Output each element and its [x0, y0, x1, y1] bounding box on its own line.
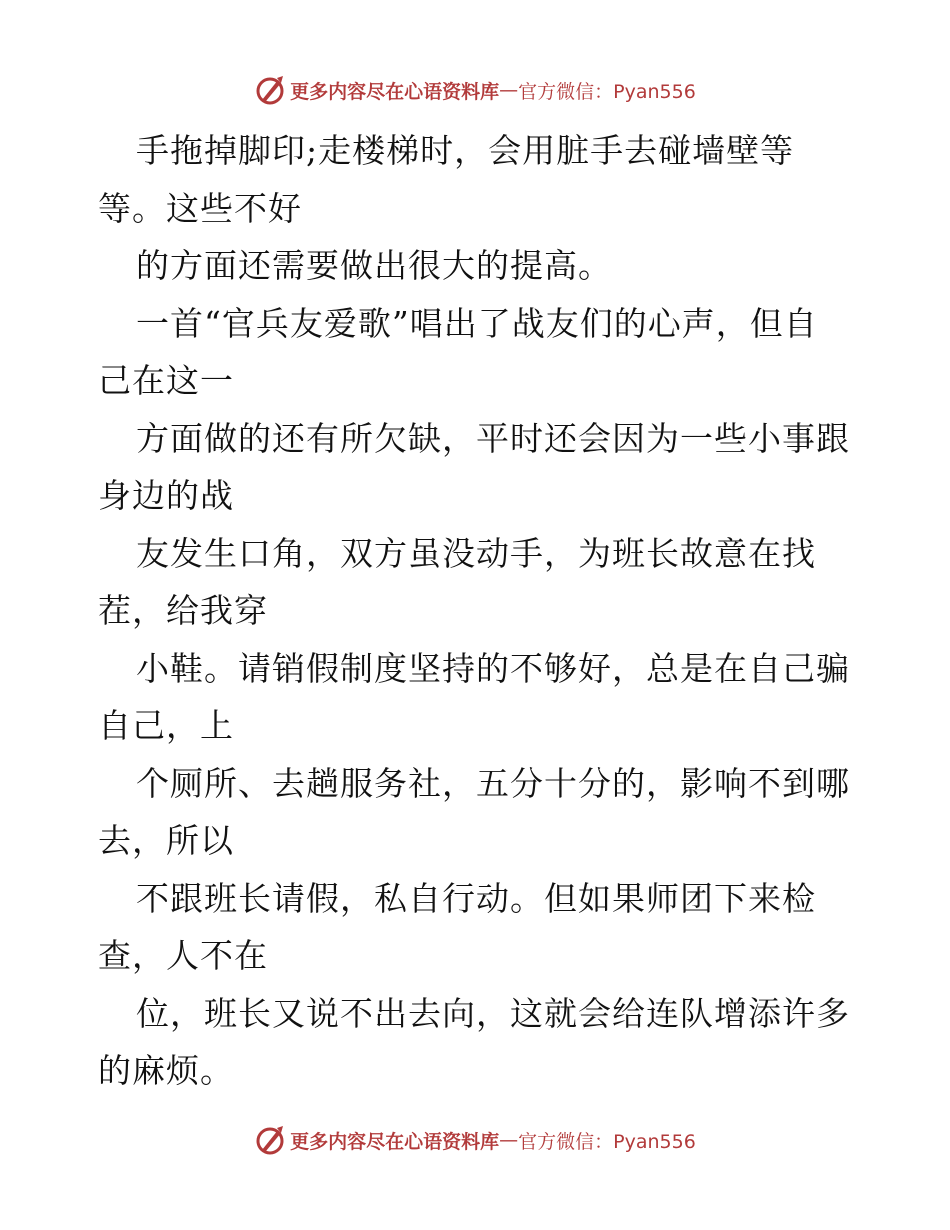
body-line: 身边的战	[98, 476, 234, 515]
body-line: 方面做的还有所欠缺，平时还会因为一些小事跟	[136, 418, 850, 458]
watermark-wechat-text: 官方微信：Pyan556	[518, 1130, 696, 1153]
body-line: 查，人不在	[98, 936, 268, 975]
body-line: 等。这些不好	[98, 188, 302, 228]
body-line: 手拖掉脚印;走楼梯时，会用脏手去碰墙壁等	[136, 131, 795, 170]
header-watermark-banner	[0, 70, 950, 110]
watermark-site-text: 更多内容尽在心语资料库	[290, 80, 500, 103]
watermark-separator: —	[499, 79, 519, 101]
body-line: 小鞋。请销假制度坚持的不够好，总是在自己骗	[136, 648, 850, 688]
body-line: 己在这一	[98, 361, 234, 400]
footer-watermark-banner	[0, 1120, 950, 1160]
body-line: 茬，给我穿	[98, 591, 268, 630]
watermark-wechat-text: 官方微信：Pyan556	[518, 80, 696, 103]
body-line: 位，班长又说不出去向，这就会给连队增添许多	[136, 993, 850, 1033]
body-line: 友发生口角，双方虽没动手，为班长故意在找	[136, 533, 816, 573]
body-line: 一首“官兵友爱歌”唱出了战友们的心声，但自	[136, 303, 818, 343]
watermark-separator: —	[499, 1129, 519, 1151]
watermark-site-text: 更多内容尽在心语资料库	[290, 1130, 500, 1153]
quill-logo-icon	[254, 1124, 286, 1156]
body-line: 去，所以	[98, 821, 234, 860]
body-line: 自己，上	[98, 706, 234, 745]
body-line: 的麻烦。	[98, 1051, 234, 1090]
document-body	[98, 122, 858, 1100]
body-line: 不跟班长请假，私自行动。但如果师团下来检	[136, 878, 816, 918]
quill-logo-icon	[254, 74, 286, 106]
body-line: 个厕所、去趟服务社，五分十分的，影响不到哪	[136, 763, 850, 803]
body-line: 的方面还需要做出很大的提高。	[136, 246, 612, 285]
